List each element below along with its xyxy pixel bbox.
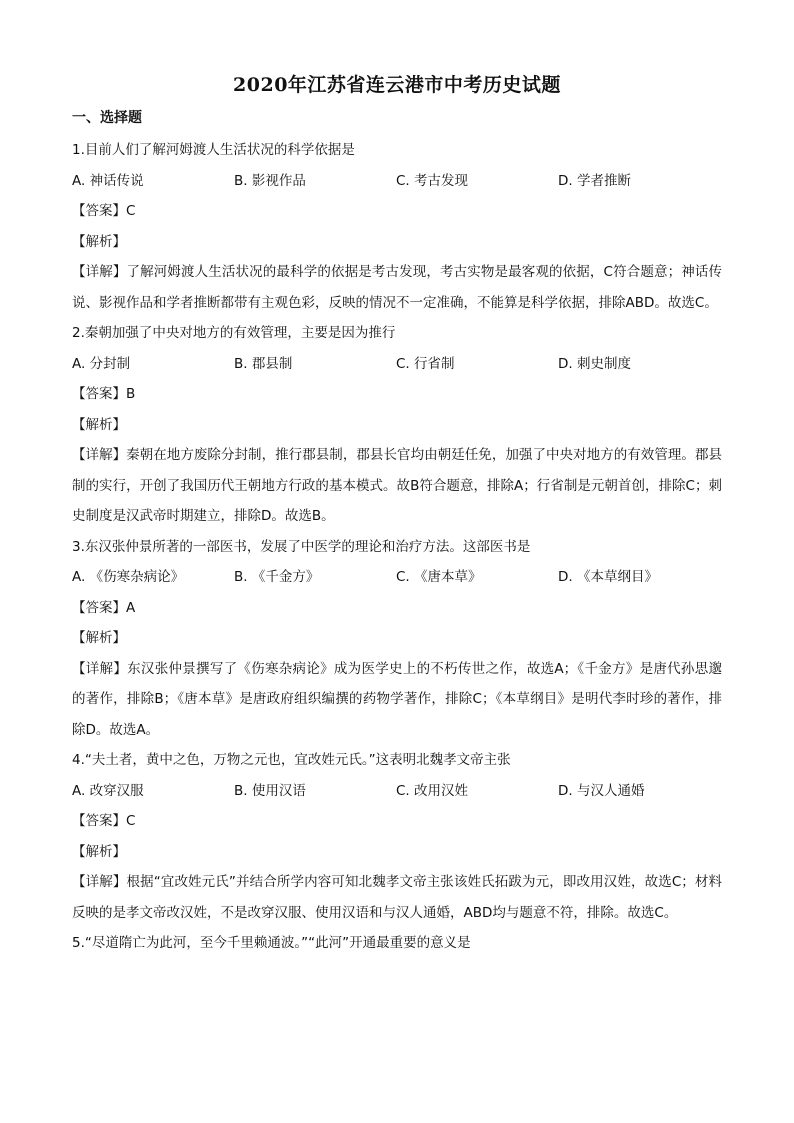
- question-stem: 2.秦朝加强了中央对地方的有效管理，主要是因为推行: [72, 325, 396, 341]
- option-d: D. 与汉人通婚: [558, 782, 645, 799]
- detail-explanation: 【详解】了解河姆渡人生活状况的最科学的依据是考古发现，考古实物是最客观的依据，C符合题意；神话传说、影视作品和学者推断都带有主观色彩，反映的情况不一定准确，不能算是科学依据，排除ABD。故选C。: [72, 264, 722, 311]
- question-stem: 5.“尽道隋亡为此河，至今千里赖通波。”“此河”开通最重要的意义是: [72, 935, 471, 951]
- analysis-label: 【解析】: [72, 416, 126, 433]
- option-b: B. 使用汉语: [234, 782, 306, 799]
- option-b: B. 影视作品: [234, 172, 306, 189]
- question-1: [72, 135, 722, 318]
- option-b: B. 《千金方》: [234, 569, 320, 585]
- option-a: A. 神话传说: [72, 172, 144, 189]
- option-row: [72, 562, 722, 593]
- option-b: B. 郡县制: [234, 355, 293, 372]
- analysis-label: 【解析】: [72, 233, 126, 250]
- section-heading: 一、选择题: [72, 110, 142, 126]
- option-d: D. 刺史制度: [558, 355, 631, 372]
- analysis-label: 【解析】: [72, 843, 126, 860]
- question-3: [72, 532, 722, 746]
- detail-explanation: 【详解】秦朝在地方废除分封制，推行郡县制，郡县长官均由朝廷任免，加强了中央对地方的有效管理。郡县制的实行，开创了我国历代王朝地方行政的基本模式。故B符合题意，排除A；行省制是元朝首创，排除C；刺史制度是汉武帝时期建立，排除D。故选B。: [72, 447, 722, 524]
- document-page: [72, 60, 722, 959]
- option-c: C. 考古发现: [396, 172, 469, 189]
- question-stem: 4.“夫土者，黄中之色，万物之元也，宜改姓元氏。”这表明北魏孝文帝主张: [72, 752, 511, 768]
- option-d: D. 学者推断: [558, 172, 631, 189]
- option-row: [72, 349, 722, 380]
- answer: 【答案】C: [72, 813, 136, 829]
- option-a: A. 《伤寒杂病论》: [72, 569, 185, 585]
- option-a: A. 分封制: [72, 355, 131, 372]
- question-5: [72, 928, 722, 959]
- option-c: C. 行省制: [396, 355, 455, 372]
- question-4: [72, 745, 722, 928]
- question-stem: 1.目前人们了解河姆渡人生活状况的科学依据是: [72, 142, 355, 158]
- question-stem: 3.东汉张仲景所著的一部医书，发展了中医学的理论和治疗方法。这部医书是: [72, 538, 531, 555]
- option-c: C. 《唐本草》: [396, 569, 482, 585]
- question-2: [72, 318, 722, 532]
- option-a: A. 改穿汉服: [72, 782, 144, 799]
- option-row: [72, 166, 722, 197]
- answer: 【答案】B: [72, 386, 136, 402]
- option-row: [72, 776, 722, 807]
- detail-explanation: 【详解】东汉张仲景撰写了《伤寒杂病论》成为医学史上的不朽传世之作，故选A；《千金方》是唐代孙思邈的著作，排除B；《唐本草》是唐政府组织编撰的药物学著作，排除C；《本草纲目》是明代李时珍的著作，排除D。故选A。: [72, 660, 722, 738]
- answer: 【答案】C: [72, 203, 136, 219]
- answer: 【答案】A: [72, 599, 136, 616]
- option-d: D. 《本草纲目》: [558, 569, 658, 585]
- page-title: 2020年江苏省连云港市中考历史试题: [233, 74, 561, 96]
- analysis-label: 【解析】: [72, 630, 126, 646]
- detail-explanation: 【详解】根据“宜改姓元氏”并结合所学内容可知北魏孝文帝主张该姓氏拓跋为元，即改用汉姓，故选C；材料反映的是孝文帝改汉姓，不是改穿汉服、使用汉语和与汉人通婚，ABD均与题意不符，排除。故选C。: [72, 874, 722, 921]
- option-c: C. 改用汉姓: [396, 782, 469, 799]
